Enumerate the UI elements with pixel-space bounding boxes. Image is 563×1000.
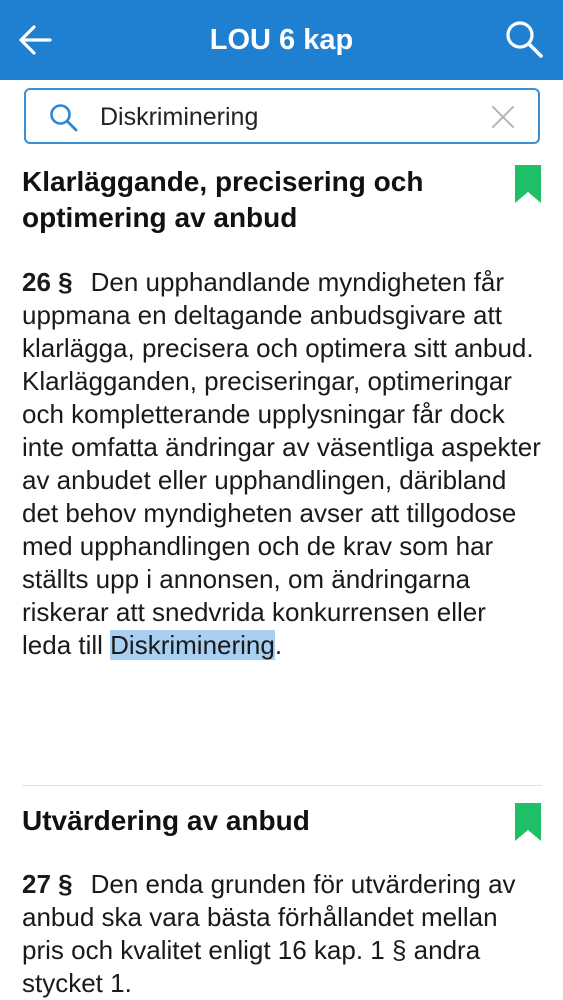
page-title: LOU 6 kap (209, 24, 354, 56)
search-button[interactable] (503, 18, 545, 60)
paragraph-26 (22, 266, 542, 662)
paragraph-number: 27 § (22, 869, 73, 899)
bookmark-button[interactable] (515, 803, 541, 841)
paragraph-number: 26 § (22, 267, 73, 297)
section-heading: Klarläggande, precisering och optimering av anbud (22, 166, 424, 233)
app-bar (0, 0, 563, 80)
search-input[interactable] (100, 98, 490, 136)
bookmark-button[interactable] (515, 165, 541, 203)
paragraph-text-end: . (274, 630, 283, 660)
close-icon (490, 104, 516, 130)
clear-search-button[interactable] (490, 104, 516, 130)
search-icon (48, 102, 78, 132)
search-highlight: Diskriminering (110, 630, 275, 660)
search-field[interactable] (24, 88, 540, 144)
paragraph-text: Den enda grunden för utvärdering av anbud ska vara bästa förhållandet mellan pris och kvalitet enligt 16 kap. 1 § andra stycket 1. (22, 869, 516, 998)
bookmark-icon (515, 165, 541, 203)
paragraph-text: Den upphandlande myndigheten får uppmana en deltagande anbudsgivare att klarlägga, precisera och optimera sitt anbud. Klarlägganden, preciseringar, optimeringar och kompletterande upplysningar får dock inte omfatta ändringar av väsentliga aspekter av anbudet eller upphandlingen, däribland det behov myndigheten avser att tillgodose med upphandlingen och de krav som har ställts upp i annonsen, om ändringarna riskerar att snedvrida konkurrensen eller leda till (22, 267, 541, 660)
paragraph-27 (22, 868, 542, 1000)
section-divider (22, 785, 542, 786)
search-icon (503, 18, 545, 60)
section-heading: Utvärdering av anbud (22, 805, 310, 836)
bookmark-icon (515, 803, 541, 841)
